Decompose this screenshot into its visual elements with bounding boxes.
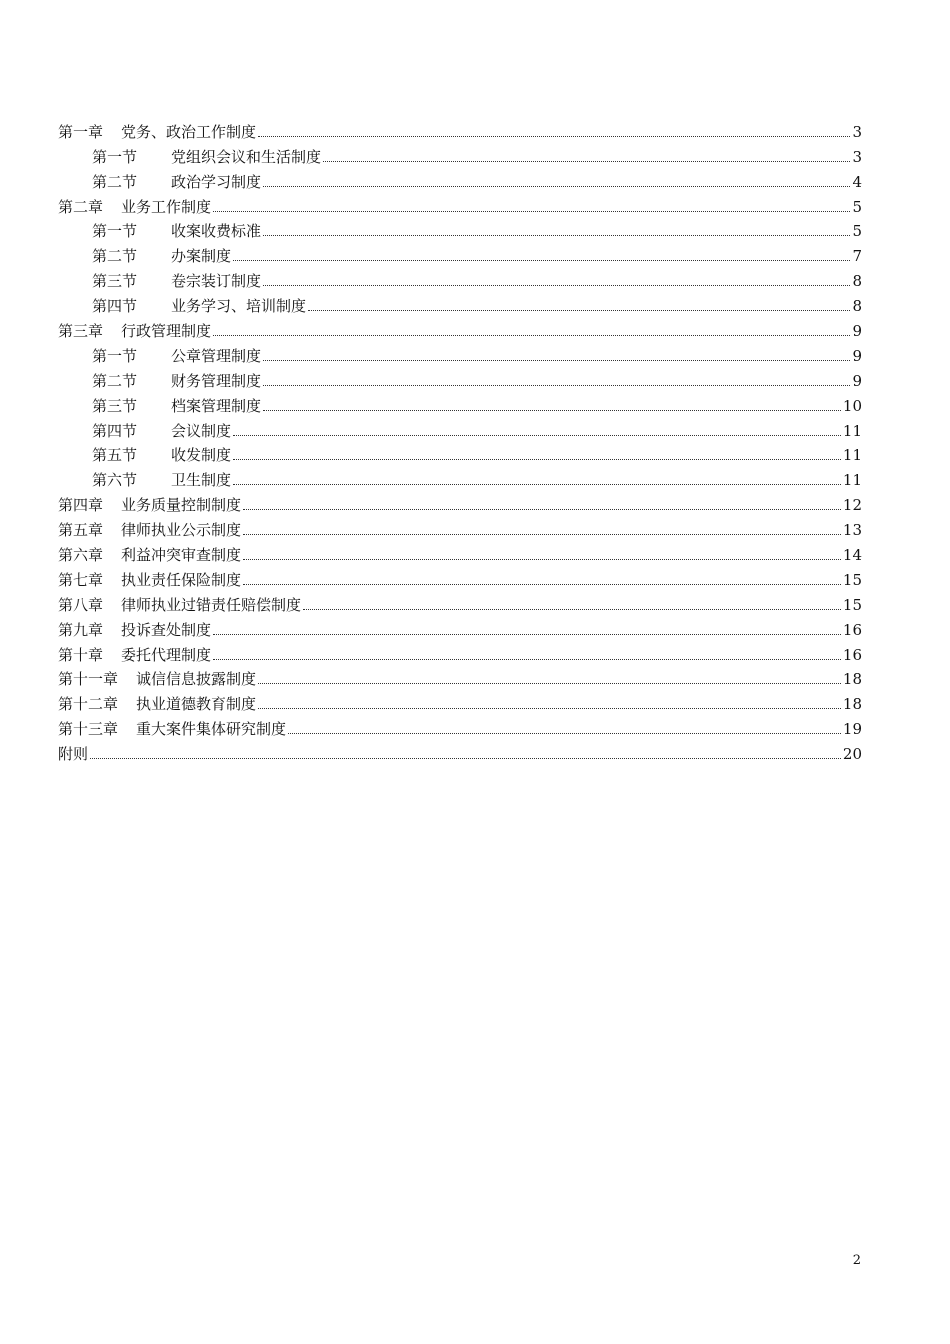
toc-dot-leader — [213, 659, 841, 660]
toc-entry-title: 卫生制度 — [171, 471, 232, 490]
toc-entry-title: 律师执业公示制度 — [121, 521, 242, 540]
toc-entry-page: 9 — [852, 371, 862, 390]
toc-entry-title: 办案制度 — [171, 247, 232, 266]
toc-entry-number: 第八章 — [58, 595, 104, 614]
toc-entry-number: 第五节 — [92, 446, 138, 465]
toc-entry-number: 第三章 — [58, 322, 104, 341]
toc-dot-leader — [303, 609, 841, 610]
toc-entry-number: 第一章 — [58, 122, 104, 141]
toc-entry-number: 第三节 — [92, 272, 138, 291]
toc-entry-title: 卷宗装订制度 — [171, 272, 262, 291]
toc-dot-leader — [233, 459, 841, 460]
toc-entry-page: 10 — [842, 396, 862, 415]
toc-section-entry[interactable] — [58, 415, 862, 440]
toc-entry-number: 第五章 — [58, 521, 104, 540]
toc-entry-page: 11 — [842, 471, 862, 490]
toc-chapter-entry[interactable] — [58, 315, 862, 340]
toc-entry-number: 第七章 — [58, 570, 104, 589]
toc-entry-title: 利益冲突审查制度 — [121, 546, 242, 565]
toc-dot-leader — [213, 211, 850, 212]
toc-entry-title: 行政管理制度 — [121, 322, 212, 341]
toc-entry-title: 律师执业过错责任赔偿制度 — [121, 595, 302, 614]
toc-entry-number: 第一节 — [92, 346, 138, 365]
toc-entry-number: 第二节 — [92, 172, 138, 191]
toc-entry-page: 5 — [852, 197, 862, 216]
toc-entry-title: 会议制度 — [171, 421, 232, 440]
toc-entry-title: 诚信信息披露制度 — [136, 670, 257, 689]
toc-dot-leader — [323, 161, 850, 162]
toc-entry-page: 18 — [842, 695, 862, 714]
toc-entry-title: 业务质量控制制度 — [121, 496, 242, 515]
toc-dot-leader — [258, 136, 850, 137]
toc-entry-page: 9 — [852, 322, 862, 341]
toc-entry-page: 11 — [842, 421, 862, 440]
toc-entry-page: 8 — [852, 297, 862, 316]
toc-entry-number: 第十章 — [58, 645, 104, 664]
toc-entry-page: 13 — [842, 521, 862, 540]
toc-section-entry[interactable] — [58, 365, 862, 390]
toc-section-entry[interactable] — [58, 340, 862, 365]
toc-dot-leader — [233, 260, 850, 261]
toc-entry-title: 公章管理制度 — [171, 346, 262, 365]
toc-entry-title: 党组织会议和生活制度 — [171, 147, 322, 166]
toc-section-entry[interactable] — [58, 141, 862, 166]
toc-entry-title: 档案管理制度 — [171, 396, 262, 415]
toc-section-entry[interactable] — [58, 390, 862, 415]
toc-dot-leader — [243, 584, 841, 585]
toc-chapter-entry[interactable] — [58, 664, 862, 689]
toc-entry-number: 第三节 — [92, 396, 138, 415]
toc-entry-page: 7 — [852, 247, 862, 266]
toc-entry-number: 第十二章 — [58, 695, 119, 714]
toc-chapter-entry[interactable] — [58, 116, 862, 141]
toc-chapter-entry[interactable] — [58, 713, 862, 738]
toc-entry-number: 第一节 — [92, 222, 138, 241]
toc-entry-number: 第十一章 — [58, 670, 119, 689]
toc-dot-leader — [243, 559, 841, 560]
toc-dot-leader — [90, 758, 841, 759]
toc-section-entry[interactable] — [58, 440, 862, 465]
toc-section-entry[interactable] — [58, 166, 862, 191]
toc-entry-title: 投诉查处制度 — [121, 620, 212, 639]
toc-entry-page: 4 — [852, 172, 862, 191]
table-of-contents — [58, 116, 862, 763]
toc-dot-leader — [258, 708, 841, 709]
toc-entry-page: 16 — [842, 620, 862, 639]
toc-entry-number: 第二节 — [92, 247, 138, 266]
toc-dot-leader — [263, 360, 850, 361]
toc-entry-number: 第四节 — [92, 297, 138, 316]
page-number: 2 — [852, 1253, 861, 1268]
toc-entry-page: 3 — [852, 147, 862, 166]
toc-entry-title: 重大案件集体研究制度 — [136, 720, 287, 739]
toc-dot-leader — [233, 484, 841, 485]
toc-entry-number: 第六节 — [92, 471, 138, 490]
toc-entry-title: 收发制度 — [171, 446, 232, 465]
toc-chapter-entry[interactable] — [58, 564, 862, 589]
toc-entry-page: 8 — [852, 272, 862, 291]
toc-entry-page: 9 — [852, 346, 862, 365]
toc-entry-number: 第四节 — [92, 421, 138, 440]
toc-dot-leader — [243, 534, 841, 535]
toc-dot-leader — [233, 435, 841, 436]
toc-entry-number: 第二节 — [92, 371, 138, 390]
toc-entry-page: 19 — [842, 720, 862, 739]
toc-dot-leader — [263, 235, 850, 236]
toc-section-entry[interactable] — [58, 464, 862, 489]
toc-entry-page: 15 — [842, 570, 862, 589]
toc-entry-page: 14 — [842, 546, 862, 565]
toc-entry-page: 16 — [842, 645, 862, 664]
toc-chapter-entry[interactable] — [58, 489, 862, 514]
toc-dot-leader — [288, 733, 841, 734]
toc-entry-title: 业务学习、培训制度 — [171, 297, 307, 316]
toc-chapter-entry[interactable] — [58, 614, 862, 639]
toc-entry-page: 3 — [852, 122, 862, 141]
toc-entry-number: 第四章 — [58, 496, 104, 515]
toc-dot-leader — [263, 186, 850, 187]
toc-entry-title: 附则 — [58, 745, 89, 764]
toc-entry-page: 20 — [842, 745, 862, 764]
toc-entry-number: 第十三章 — [58, 720, 119, 739]
toc-dot-leader — [213, 335, 850, 336]
toc-section-entry[interactable] — [58, 265, 862, 290]
toc-entry-title: 党务、政治工作制度 — [121, 122, 257, 141]
toc-dot-leader — [263, 285, 850, 286]
toc-dot-leader — [263, 410, 841, 411]
toc-dot-leader — [308, 310, 850, 311]
toc-chapter-entry[interactable] — [58, 191, 862, 216]
toc-entry-number: 第二章 — [58, 197, 104, 216]
toc-entry-number: 第一节 — [92, 147, 138, 166]
toc-chapter-entry[interactable] — [58, 688, 862, 713]
toc-entry-title: 执业责任保险制度 — [121, 570, 242, 589]
toc-entry-title: 财务管理制度 — [171, 371, 262, 390]
toc-entry-page: 11 — [842, 446, 862, 465]
toc-chapter-entry[interactable] — [58, 589, 862, 614]
toc-entry-title: 政治学习制度 — [171, 172, 262, 191]
toc-entry-page: 15 — [842, 595, 862, 614]
toc-dot-leader — [213, 634, 841, 635]
toc-entry-title: 执业道德教育制度 — [136, 695, 257, 714]
toc-section-entry[interactable] — [58, 240, 862, 265]
toc-entry-title: 委托代理制度 — [121, 645, 212, 664]
toc-dot-leader — [258, 683, 841, 684]
toc-dot-leader — [243, 509, 841, 510]
toc-entry-page: 18 — [842, 670, 862, 689]
toc-chapter-entry[interactable] — [58, 539, 862, 564]
toc-entry-page: 12 — [842, 496, 862, 515]
toc-section-entry[interactable] — [58, 290, 862, 315]
toc-section-entry[interactable] — [58, 216, 862, 241]
toc-entry-title: 业务工作制度 — [121, 197, 212, 216]
toc-entry-title: 收案收费标准 — [171, 222, 262, 241]
toc-entry-number: 第六章 — [58, 546, 104, 565]
toc-chapter-entry[interactable] — [58, 639, 862, 664]
toc-entry-page: 5 — [852, 222, 862, 241]
toc-chapter-entry[interactable] — [58, 514, 862, 539]
toc-entry-number: 第九章 — [58, 620, 104, 639]
toc-dot-leader — [263, 385, 850, 386]
toc-chapter-entry[interactable] — [58, 738, 862, 763]
